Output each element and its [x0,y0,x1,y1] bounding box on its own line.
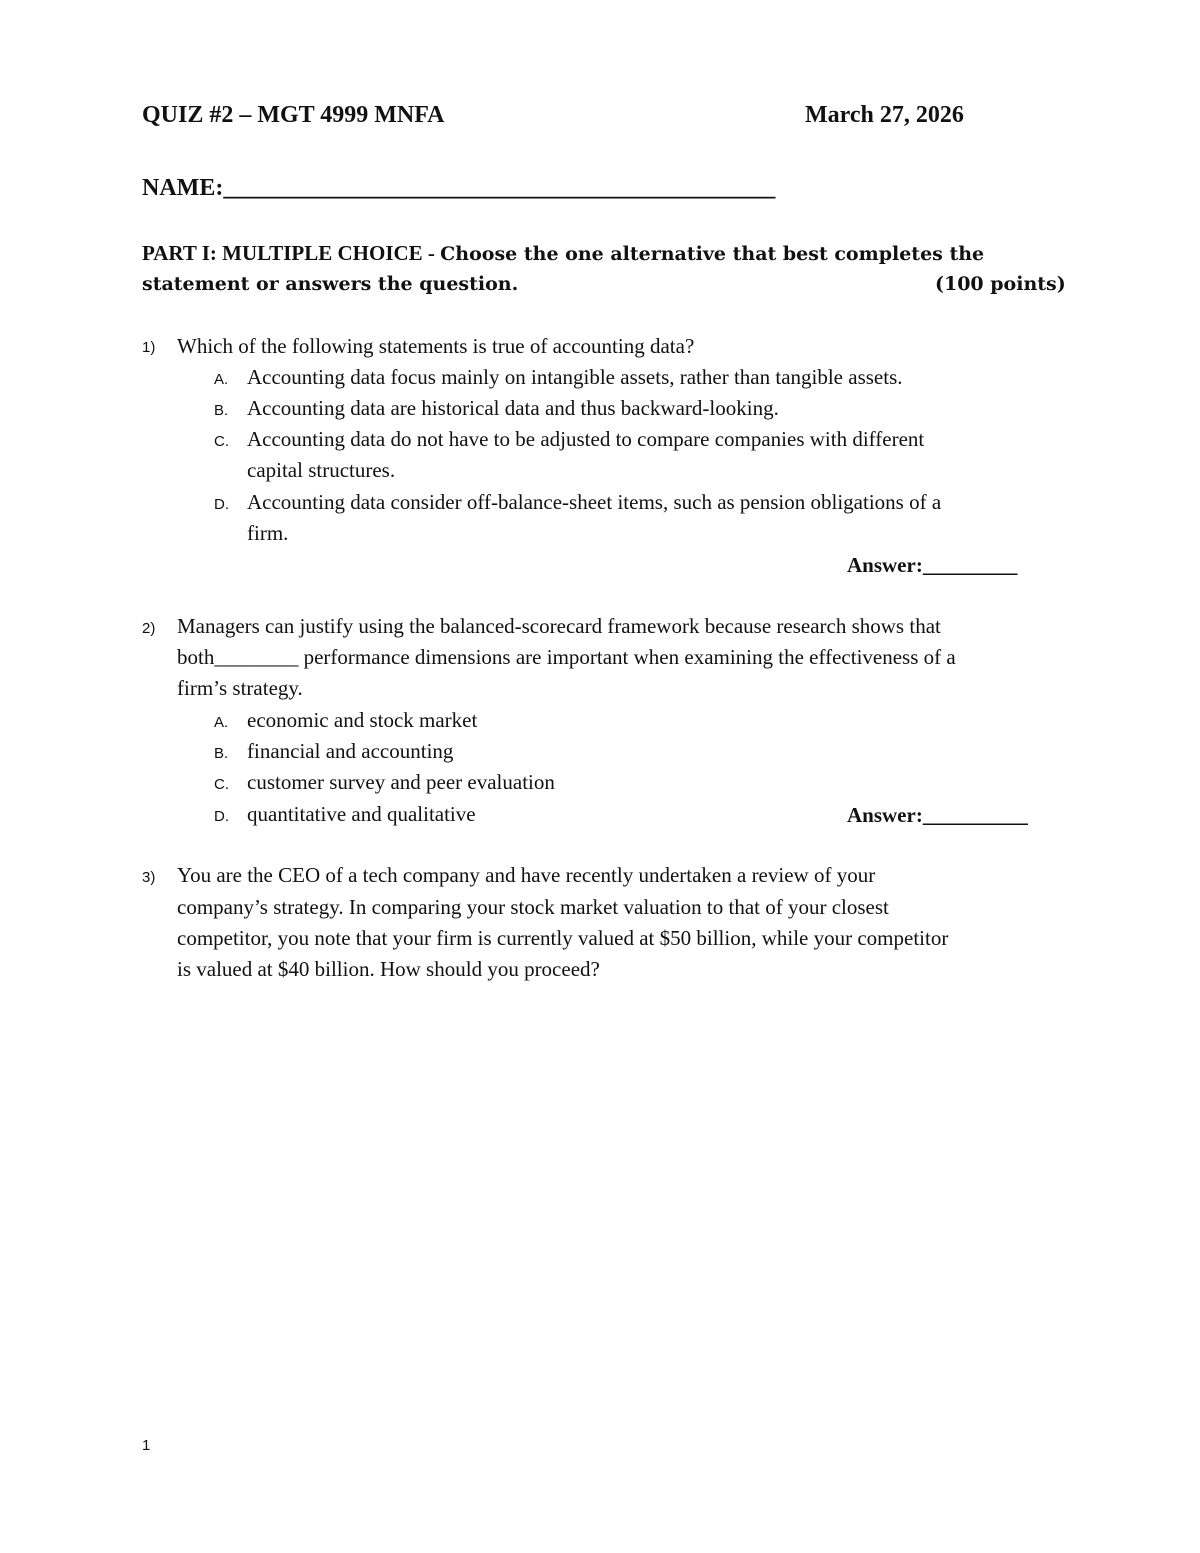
option-text: customer survey and peer evaluation [247,770,555,794]
question-text: firm’s strategy. [177,676,303,700]
option-text-continued: capital structures. [247,458,396,482]
question-number: 3) [142,869,156,886]
question-text: You are the CEO of a tech company and have recently undertaken a review of your [177,863,876,887]
question-text: Managers can justify using the balanced-scorecard framework because research shows that [177,614,941,638]
option-letter: C. [214,433,229,450]
option-text: Accounting data consider off-balance-sheet items, such as pension obligations of a [247,490,942,514]
option-letter: A. [214,371,229,388]
answer-blank: Answer:__________ [847,803,1028,827]
option-text: financial and accounting [247,739,454,763]
part1-heading-lead: PART I: MULTIPLE CHOICE - [142,241,441,265]
quiz-date: March 27, 2026 [805,102,964,128]
option-text: Accounting data focus mainly on intangible assets, rather than tangible assets. [247,365,903,389]
option-text-continued: firm. [247,521,289,545]
option-letter: B. [214,745,229,762]
option-letter: B. [214,402,229,419]
answer-blank: Answer:_________ [847,553,1018,577]
option-text: economic and stock market [247,708,478,732]
option-letter: A. [214,714,229,731]
question-text: Which of the following statements is true of accounting data? [177,334,695,358]
option-text: quantitative and qualitative [247,802,476,826]
part1-points: (100 points) [935,273,1066,295]
question-text: is valued at $40 billion. How should you proceed? [177,957,600,981]
question-number: 1) [142,339,156,356]
page-number: 1 [142,1437,151,1454]
question-number: 2) [142,620,156,637]
part1-heading-rest: Choose the one alternative that best completes the [440,243,985,265]
part1-heading-line1 [142,241,984,266]
question-text: competitor, you note that your firm is currently valued at $50 billion, while your competitor [177,926,949,950]
option-letter: D. [214,808,229,825]
option-text: Accounting data do not have to be adjusted to compare companies with different [247,427,925,451]
option-letter: D. [214,496,229,513]
name-field-label: NAME:______________________________________________ [142,175,776,201]
question-text: both________ performance dimensions are important when examining the effectiveness of a [177,645,956,669]
question-text: company’s strategy. In comparing your stock market valuation to that of your closest [177,895,889,919]
quiz-title: QUIZ #2 – MGT 4999 MNFA [142,102,445,128]
option-text: Accounting data are historical data and thus backward-looking. [247,396,779,420]
part1-heading-line2: statement or answers the question. [142,273,519,295]
option-letter: C. [214,776,229,793]
